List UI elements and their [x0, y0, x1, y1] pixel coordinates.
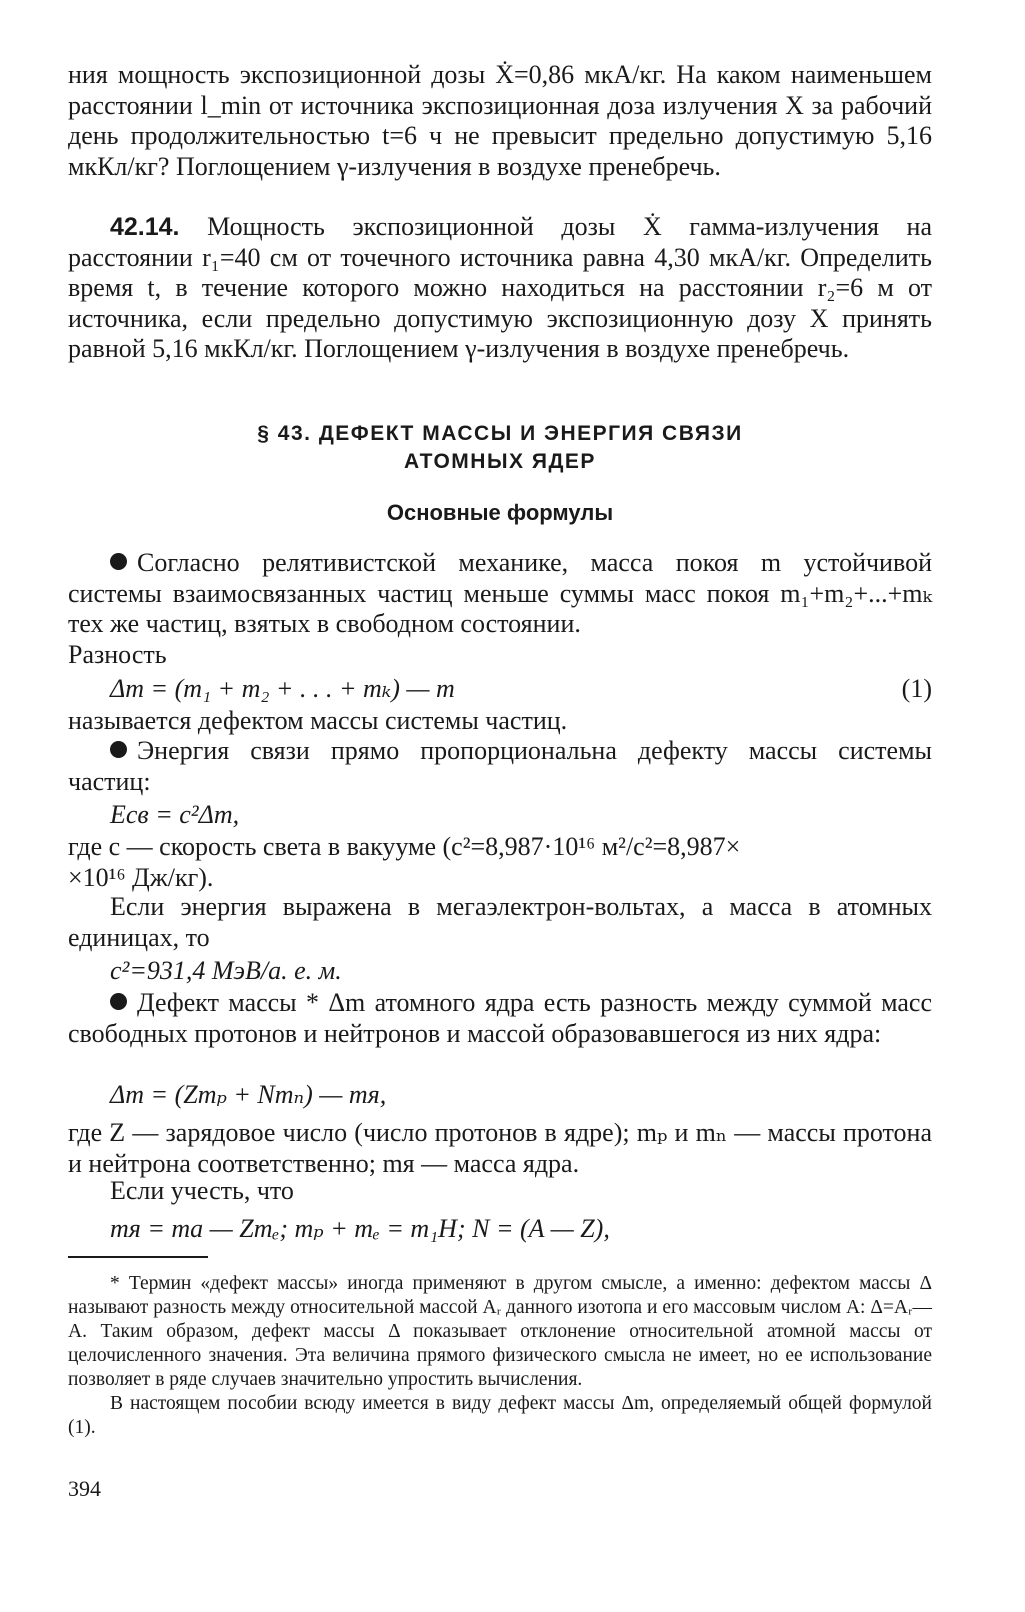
para-mev-units: Если энергия выражена в мегаэлектрон-вольтах, а масса в атомных единицах, то	[68, 892, 932, 952]
mev-units	[68, 892, 932, 953]
section-title-line-1: § 43. ДЕФЕКТ МАССЫ И ЭНЕРГИЯ СВЯЗИ	[257, 422, 743, 445]
mass-defect-name	[68, 706, 932, 737]
equation-4-text: Δm = (Zmₚ + Nmₙ) — mя,	[110, 1080, 387, 1109]
equation-3	[68, 956, 932, 986]
para-if-considered: Если учесть, что	[110, 1176, 294, 1205]
section-title-line-2: АТОМНЫХ ЯДЕР	[404, 450, 596, 473]
bullet-icon	[110, 553, 127, 570]
page-number: 394	[68, 1476, 101, 1501]
para-nucleus-defect: Дефект массы * Δm атомного ядра есть разность между суммой масс свободных протонов и нейтронов и массой образовавшегося из них ядра:	[68, 988, 932, 1048]
para-binding-energy: Энергия связи прямо пропорциональна дефекту массы системы частиц:	[68, 736, 932, 796]
problem-text: Мощность экспозиционной дозы Ẋ гамма-излучения на расстоянии r₁=40 см от точечного источника равна 4,30 мкА/кг. Определить время t, в течение которого можно находиться на расстоянии r₂=6 м от источника, если предельно допустимую экспозиционную дозу X принять равной 5,16 мкКл/кг. Поглощением γ-излучения в воздухе пренебречь.	[68, 212, 933, 363]
equation-1-line	[68, 674, 932, 704]
section-heading	[68, 420, 932, 476]
bullet-icon	[110, 993, 127, 1010]
footnote-paragraph-1: * Термин «дефект массы» иногда применяют в другом смысле, а именно: дефектом массы Δ называют разность между относительной массой Aᵣ данного изотопа и его массовым числом A: Δ=Aᵣ—A. Таким образом, дефект массы Δ показывает отклонение относительной атомной массы от целочисленного значения. Эта величина прямого физического смысла не имеет, но ее использование позволяет в ряде случаев значительно упростить вычисления.	[68, 1273, 932, 1390]
footnote	[68, 1272, 932, 1440]
charge-number	[68, 1118, 932, 1179]
equation-1	[68, 674, 932, 704]
footnote-divider	[68, 1256, 208, 1258]
equation-2-text: Eсв = c²Δm,	[110, 800, 240, 829]
equation-4	[68, 1080, 932, 1110]
equation-2	[68, 800, 932, 830]
equation-1-number: (1)	[901, 674, 932, 703]
problem-42-14	[68, 212, 932, 365]
problem-number: 42.14.	[110, 213, 180, 241]
equation-1-text: Δm = (m₁ + m₂ + . . . + mₖ) — m	[110, 674, 455, 703]
para-difference: Разность	[68, 639, 167, 669]
binding-energy	[68, 736, 932, 797]
equation-3-text: c²=931,4 МэВ/а. е. м.	[110, 956, 342, 985]
para-called-defect: называется дефектом массы системы частиц.	[68, 706, 568, 735]
bullet-icon	[110, 741, 127, 758]
para-charge-number: где Z — зарядовое число (число протонов в ядре); mₚ и mₙ — массы протона и нейтрона соответственно; mя — масса ядра.	[68, 1118, 932, 1178]
mass-defect-definition	[68, 548, 932, 670]
formulas-subheading-wrap	[68, 500, 932, 526]
problem-42-14-paragraph	[68, 212, 932, 365]
nucleus-mass-defect	[68, 988, 932, 1049]
para-speed-of-light-1: где c — скорость света в вакууме (c²=8,987·10¹⁶ м²/с²=8,987×	[68, 832, 741, 861]
equation-5	[68, 1214, 932, 1244]
speed-of-light	[68, 832, 932, 893]
if-considered	[68, 1176, 932, 1207]
problem-continuation	[68, 60, 932, 182]
problem-continuation-text: ния мощность экспозиционной дозы Ẋ=0,86 мкА/кг. На каком наименьшем расстоянии l_min от источника экспозиционная доза излучения X за рабочий день продолжительностью t=6 ч не превысит предельно допустимую 5,16 мкКл/кг? Поглощением γ-излучения в воздухе пренебречь.	[68, 60, 932, 181]
para-speed-of-light-2: ×10¹⁶ Дж/кг).	[68, 862, 214, 892]
equation-5-text: mя = mа — Zmₑ; mₚ + mₑ = m₁H; N = (A — Z),	[110, 1214, 610, 1243]
subheading: Основные формулы	[386, 500, 614, 525]
para-relativistic: Согласно релятивистской механике, масса покоя m устойчивой системы взаимосвязанных частиц меньше суммы масс покоя m₁+m₂+...+mₖ тех же частиц, взятых в свободном состоянии.	[68, 548, 932, 638]
footnote-paragraph-2: В настоящем пособии всюду имеется в виду дефект массы Δm, определяемый общей формулой (1).	[68, 1393, 932, 1438]
